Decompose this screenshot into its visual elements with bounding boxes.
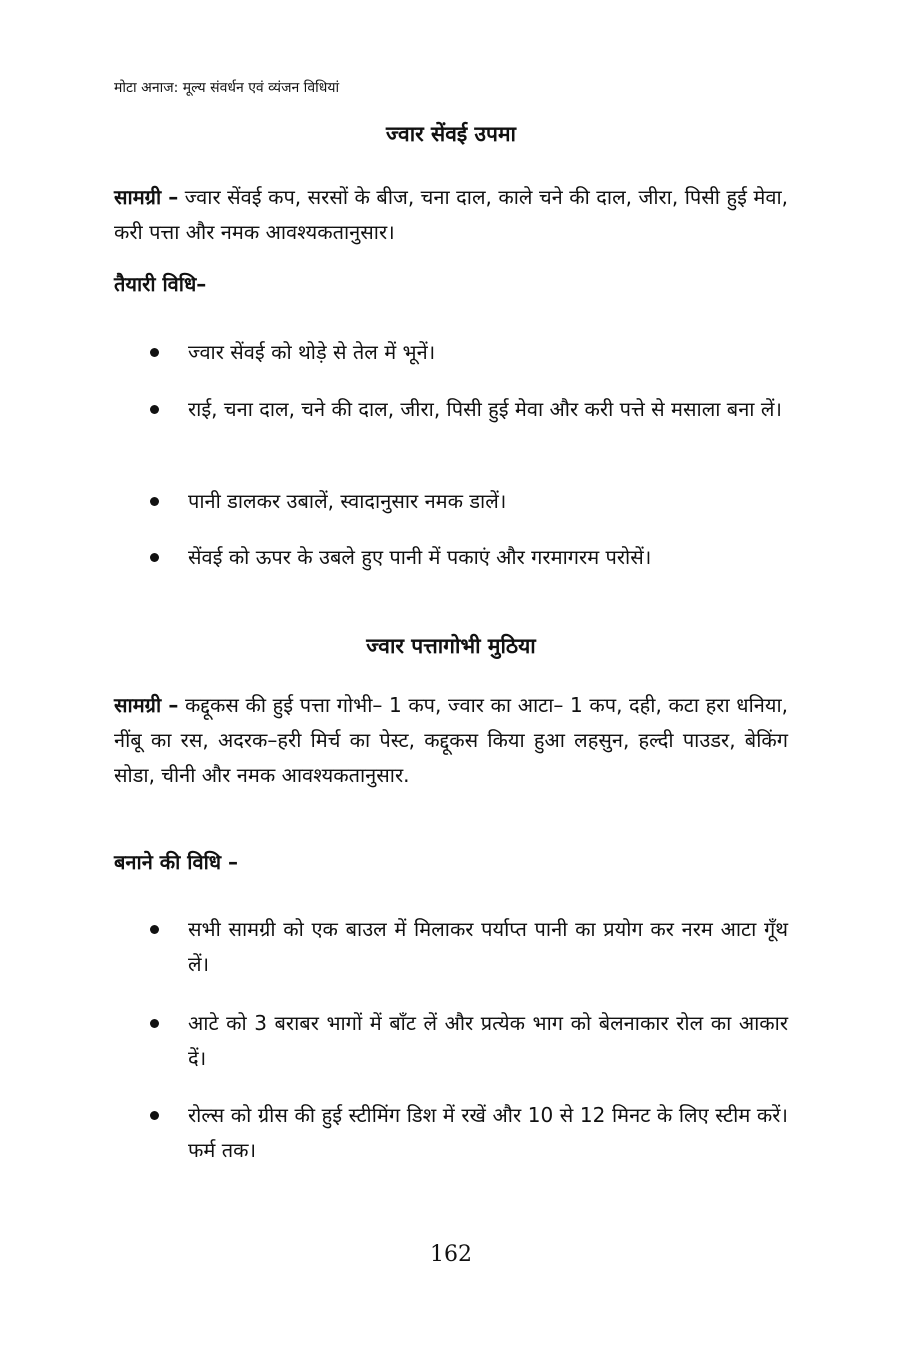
bullet-icon	[150, 925, 159, 934]
bullet-icon	[150, 1111, 159, 1120]
method-heading: तैयारी विधि–	[114, 272, 207, 296]
step-text: पानी डालकर उबालें, स्वादानुसार नमक डालें।	[188, 489, 507, 513]
ingredients-text: ज्वार सेंवई कप, सरसों के बीज, चना दाल, काले चने की दाल, जीरा, पिसी हुई मेवा, करी पत्ता और नमक आवश्यकतानुसार।	[114, 185, 788, 244]
document-page	[114, 0, 788, 1350]
running-header: मोटा अनाज: मूल्य संवर्धन एवं व्यंजन विधियां	[114, 80, 340, 96]
recipe-title: ज्वार सेंवई उपमा	[386, 122, 516, 146]
step-text: ज्वार सेंवई को थोड़े से तेल में भूनें।	[188, 340, 436, 364]
bullet-icon	[150, 497, 159, 506]
step-text: रोल्स को ग्रीस की हुई स्टीमिंग डिश में रखें और 10 से 12 मिनट के लिए स्टीम करें। फर्म तक।	[188, 1103, 788, 1162]
ingredients-label: सामग्री –	[114, 185, 179, 209]
recipe-title: ज्वार पत्तागोभी मुठिया	[366, 634, 536, 658]
step-text: आटे को 3 बराबर भागों में बाँट लें और प्रत्येक भाग को बेलनाकार रोल का आकार दें।	[188, 1011, 788, 1070]
page-number: 162	[430, 1242, 472, 1267]
ingredients-text: कद्दूकस की हुई पत्ता गोभी– 1 कप, ज्वार का आटा– 1 कप, दही, कटा हरा धनिया, नींबू का रस, अदरक–हरी मिर्च का पेस्ट, कद्दूकस किया हुआ लहसुन, हल्दी पाउडर, बेकिंग सोडा, चीनी और नमक आवश्यकतानुसार.	[114, 693, 788, 787]
step-text: सभी सामग्री को एक बाउल में मिलाकर पर्याप्त पानी का प्रयोग कर नरम आटा गूँथ लें।	[188, 917, 788, 976]
step-text: राई, चना दाल, चने की दाल, जीरा, पिसी हुई मेवा और करी पत्ते से मसाला बना लें।	[188, 397, 782, 421]
ingredients-label: सामग्री –	[114, 693, 179, 717]
bullet-icon	[150, 553, 159, 562]
bullet-icon	[150, 1019, 159, 1028]
bullet-icon	[150, 405, 159, 414]
bullet-icon	[150, 348, 159, 357]
ingredients-paragraph	[114, 688, 788, 793]
step-text: सेंवई को ऊपर के उबले हुए पानी में पकाएं और गरमागरम परोसें।	[188, 545, 652, 569]
method-heading: बनाने की विधि –	[114, 850, 239, 874]
ingredients-paragraph	[114, 180, 788, 250]
